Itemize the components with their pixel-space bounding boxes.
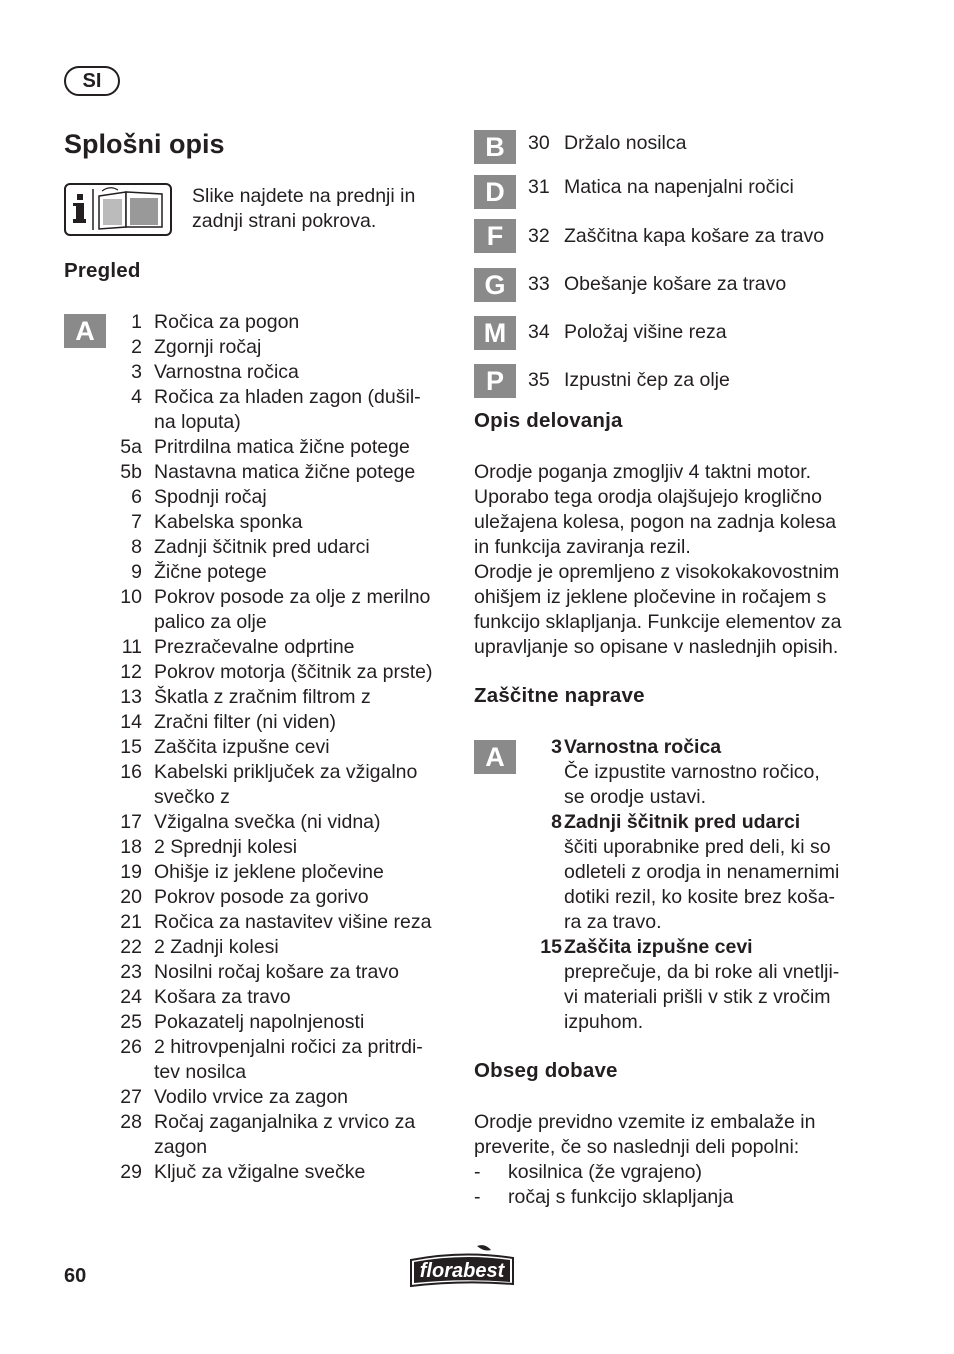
info-text-line: Slike najdete na prednji in bbox=[192, 185, 416, 207]
item-number bbox=[108, 610, 142, 635]
overview-heading: Pregled bbox=[64, 259, 141, 282]
safety-entry-title: Varnostna ročica bbox=[564, 736, 722, 758]
function-heading: Opis delovanja bbox=[474, 409, 623, 432]
item-number: 27 bbox=[120, 1086, 142, 1108]
list-item bbox=[108, 610, 458, 635]
item-text: kosilnica (že vgrajeno) bbox=[508, 1161, 703, 1183]
safety-entry-title: Zaščita izpušne cevi bbox=[564, 936, 753, 958]
item-text: svečko z bbox=[154, 786, 230, 808]
item-text: Ključ za vžigalne svečke bbox=[154, 1161, 366, 1183]
item-number: 17 bbox=[120, 811, 142, 833]
list-item bbox=[108, 360, 458, 385]
list-item bbox=[108, 735, 458, 760]
info-book-icon bbox=[64, 183, 172, 236]
item-number: 23 bbox=[120, 961, 142, 983]
delivery-list bbox=[474, 1160, 874, 1210]
item-text: 2 Sprednji kolesi bbox=[154, 836, 298, 858]
item-number bbox=[108, 410, 142, 435]
list-item bbox=[108, 1110, 458, 1135]
item-number: 22 bbox=[120, 936, 142, 958]
list-item bbox=[108, 635, 458, 660]
item-text: Držalo nosilca bbox=[564, 132, 687, 154]
item-number bbox=[108, 785, 142, 810]
paragraph-line: Orodje poganja zmogljiv 4 taktni motor. bbox=[474, 461, 812, 483]
paragraph-line: preverite, če so naslednji deli popolni: bbox=[474, 1136, 800, 1158]
list-item bbox=[108, 835, 458, 860]
list-item bbox=[108, 810, 458, 835]
item-number: 31 bbox=[528, 176, 550, 198]
item-text: Žične potege bbox=[154, 561, 267, 583]
list-item bbox=[108, 985, 458, 1010]
paragraph-line: Orodje previdno vzemite iz embalaže in bbox=[474, 1111, 816, 1133]
item-text: Ohišje iz jeklene pločevine bbox=[154, 861, 384, 883]
item-number: 10 bbox=[120, 586, 142, 608]
item-number: 20 bbox=[120, 886, 142, 908]
item-number: 26 bbox=[120, 1036, 142, 1058]
item-text: palico za olje bbox=[154, 611, 267, 633]
paragraph-line: in funkcija zaviranja rezil. bbox=[474, 536, 691, 558]
safety-entry-line: Če izpustite varnostno ročico, bbox=[564, 761, 820, 783]
list-item bbox=[108, 1060, 458, 1085]
item-text: Zadnji ščitnik pred udarci bbox=[154, 536, 370, 558]
item-number: 35 bbox=[528, 369, 550, 391]
item-text: Kabelski priključek za vžigalno bbox=[154, 761, 418, 783]
item-number: 19 bbox=[120, 861, 142, 883]
item-number: 7 bbox=[131, 511, 142, 533]
list-item bbox=[108, 460, 458, 485]
paragraph-line: ohišjem iz jeklene pločevine in ročajem s bbox=[474, 586, 827, 608]
item-number: 25 bbox=[120, 1011, 142, 1033]
figure-letter-badge: D bbox=[474, 175, 516, 209]
info-text-line: zadnji strani pokrova. bbox=[192, 210, 377, 232]
paragraph-line: Orodje je opremljeno z visokokakovostnim bbox=[474, 561, 840, 583]
safety-heading: Zaščitne naprave bbox=[474, 684, 645, 707]
language-badge: SI bbox=[64, 66, 120, 96]
item-text: Položaj višine reza bbox=[564, 321, 727, 343]
list-item bbox=[108, 435, 458, 460]
list-item bbox=[474, 364, 894, 398]
item-text: tev nosilca bbox=[154, 1061, 247, 1083]
item-number: 11 bbox=[121, 636, 142, 658]
list-item bbox=[108, 310, 458, 335]
item-text: Nastavna matica žične potege bbox=[154, 461, 416, 483]
item-text: Prezračevalne odprtine bbox=[154, 636, 355, 658]
list-item bbox=[108, 660, 458, 685]
list-item bbox=[108, 1085, 458, 1110]
svg-text:florabest: florabest bbox=[419, 1260, 505, 1282]
safety-entry-line: se orodje ustavi. bbox=[564, 786, 706, 808]
figure-letter-badge: B bbox=[474, 130, 516, 164]
item-number: 12 bbox=[120, 661, 142, 683]
item-text: Zaščita izpušne cevi bbox=[154, 736, 330, 758]
item-text: zagon bbox=[154, 1136, 208, 1158]
list-item bbox=[108, 510, 458, 535]
list-item bbox=[108, 960, 458, 985]
page-title: Splošni opis bbox=[64, 129, 225, 159]
item-text: Zračni filter (ni viden) bbox=[154, 711, 337, 733]
safety-entry bbox=[520, 810, 860, 935]
figure-letter-badge: F bbox=[474, 219, 516, 253]
item-text: Pokrov motorja (ščitnik za prste) bbox=[154, 661, 433, 683]
safety-entry-line: dotiki rezil, ko kosite brez koša- bbox=[564, 886, 835, 908]
item-number: 32 bbox=[528, 225, 550, 247]
item-number: 4 bbox=[131, 386, 142, 408]
item-text: Vžigalna svečka (ni vidna) bbox=[154, 811, 381, 833]
item-number bbox=[108, 1060, 142, 1085]
safety-entry-line: izpuhom. bbox=[564, 1011, 644, 1033]
item-number: 34 bbox=[528, 321, 550, 343]
item-text: Ročica za pogon bbox=[154, 311, 300, 333]
item-text: Kabelska sponka bbox=[154, 511, 303, 533]
item-number: 29 bbox=[120, 1161, 142, 1183]
item-number: 1 bbox=[131, 311, 142, 333]
item-text: Obešanje košare za travo bbox=[564, 273, 787, 295]
item-text: Varnostna ročica bbox=[154, 361, 299, 383]
item-number: 3 bbox=[551, 736, 562, 758]
paragraph-line: Uporabo tega orodja olajšujejo kroglično bbox=[474, 486, 822, 508]
item-text: Ročaj zaganjalnika z vrvico za bbox=[154, 1111, 416, 1133]
florabest-logo bbox=[405, 1244, 519, 1290]
item-number: 15 bbox=[540, 936, 562, 958]
info-text bbox=[192, 184, 452, 234]
item-number: 30 bbox=[528, 132, 550, 154]
list-item: - ročaj s funkcijo sklapljanja bbox=[474, 1186, 734, 1208]
item-text: Pokazatelj napolnjenosti bbox=[154, 1011, 365, 1033]
item-number: 33 bbox=[528, 273, 550, 295]
list-item bbox=[108, 1035, 458, 1060]
safety-entry-line: preprečuje, da bi roke ali vnetlji- bbox=[564, 961, 840, 983]
item-number: 13 bbox=[120, 686, 142, 708]
figure-letter-badge: G bbox=[474, 268, 516, 302]
delivery-heading: Obseg dobave bbox=[474, 1059, 618, 1082]
item-text: Pritrdilna matica žične potege bbox=[154, 436, 410, 458]
list-item bbox=[474, 130, 894, 164]
list-item bbox=[108, 485, 458, 510]
list-item bbox=[108, 1160, 458, 1185]
item-text: Izpustni čep za olje bbox=[564, 369, 730, 391]
list-item bbox=[474, 175, 894, 209]
safety-entry-line: vi materiali prišli v stik z vročim bbox=[564, 986, 831, 1008]
item-number: 2 bbox=[131, 336, 142, 358]
list-item bbox=[108, 935, 458, 960]
figure-letter-badge: P bbox=[474, 364, 516, 398]
item-number: 18 bbox=[120, 836, 142, 858]
safety-entry-title: Zadnji ščitnik pred udarci bbox=[564, 811, 801, 833]
list-item bbox=[108, 335, 458, 360]
list-item bbox=[108, 1010, 458, 1035]
item-text: Škatla z zračnim filtrom z bbox=[154, 686, 371, 708]
item-number: 5b bbox=[120, 461, 142, 483]
list-item bbox=[474, 219, 894, 253]
list-item bbox=[108, 410, 458, 435]
item-text: Košara za travo bbox=[154, 986, 291, 1008]
list-item: - kosilnica (že vgrajeno) bbox=[474, 1161, 703, 1183]
list-item bbox=[108, 585, 458, 610]
item-text: Nosilni ročaj košare za travo bbox=[154, 961, 399, 983]
item-text: Vodilo vrvice za zagon bbox=[154, 1086, 349, 1108]
item-number: 28 bbox=[120, 1111, 142, 1133]
item-text: 2 Zadnji kolesi bbox=[154, 936, 279, 958]
item-number: 9 bbox=[131, 561, 142, 583]
list-item bbox=[108, 560, 458, 585]
list-item bbox=[108, 535, 458, 560]
safety-entry-line: ra za travo. bbox=[564, 911, 662, 933]
item-text: Matica na napenjalni ročici bbox=[564, 176, 794, 198]
safety-entry bbox=[520, 735, 860, 810]
item-number: 24 bbox=[120, 986, 142, 1008]
figure-letter-badge: A bbox=[474, 740, 516, 774]
list-item bbox=[108, 910, 458, 935]
list-item bbox=[108, 1135, 458, 1160]
item-number: 21 bbox=[120, 911, 142, 933]
item-number: 6 bbox=[131, 486, 142, 508]
list-item bbox=[108, 685, 458, 710]
item-text: Zaščitna kapa košare za travo bbox=[564, 225, 825, 247]
item-number: 8 bbox=[551, 811, 562, 833]
figure-letter-badge: M bbox=[474, 316, 516, 350]
item-number: 5a bbox=[120, 436, 142, 458]
function-description bbox=[474, 460, 864, 660]
item-text: Pokrov posode za olje z merilno bbox=[154, 586, 431, 608]
paragraph-line: uležajena kolesa, pogon na zadnja kolesa bbox=[474, 511, 837, 533]
item-number: 15 bbox=[120, 736, 142, 758]
page-number: 60 bbox=[64, 1265, 87, 1287]
safety-devices-list bbox=[520, 735, 860, 1035]
item-number bbox=[108, 1135, 142, 1160]
list-item bbox=[108, 885, 458, 910]
item-text: Spodnji ročaj bbox=[154, 486, 267, 508]
paragraph-line: upravljanje so opisane v naslednjih opisih. bbox=[474, 636, 839, 658]
item-text: na loputa) bbox=[154, 411, 241, 433]
item-text: Pokrov posode za gorivo bbox=[154, 886, 369, 908]
item-text: Ročica za hladen zagon (dušil- bbox=[154, 386, 421, 408]
safety-entry bbox=[520, 935, 860, 1035]
safety-entry-line: odleteli z orodja in nenamernimi bbox=[564, 861, 840, 883]
list-item bbox=[108, 785, 458, 810]
item-text: Zgornji ročaj bbox=[154, 336, 262, 358]
list-item bbox=[474, 316, 894, 350]
item-text: ročaj s funkcijo sklapljanja bbox=[508, 1186, 734, 1208]
item-number: 8 bbox=[131, 536, 142, 558]
list-item bbox=[474, 268, 894, 302]
paragraph-line: funkcijo sklapljanja. Funkcije elementov za bbox=[474, 611, 842, 633]
item-number: 16 bbox=[120, 761, 142, 783]
item-number: 14 bbox=[120, 711, 142, 733]
list-item bbox=[108, 710, 458, 735]
delivery-text bbox=[474, 1110, 864, 1160]
figure-letter-badge: A bbox=[64, 314, 106, 348]
list-item bbox=[108, 385, 458, 410]
item-number: 3 bbox=[131, 361, 142, 383]
item-text: 2 hitrovpenjalni ročici za pritrdi- bbox=[154, 1036, 423, 1058]
list-item bbox=[108, 760, 458, 785]
list-item bbox=[108, 860, 458, 885]
overview-parts-list bbox=[108, 310, 458, 1185]
safety-entry-line: ščiti uporabnike pred deli, ki so bbox=[564, 836, 831, 858]
item-text: Ročica za nastavitev višine reza bbox=[154, 911, 432, 933]
